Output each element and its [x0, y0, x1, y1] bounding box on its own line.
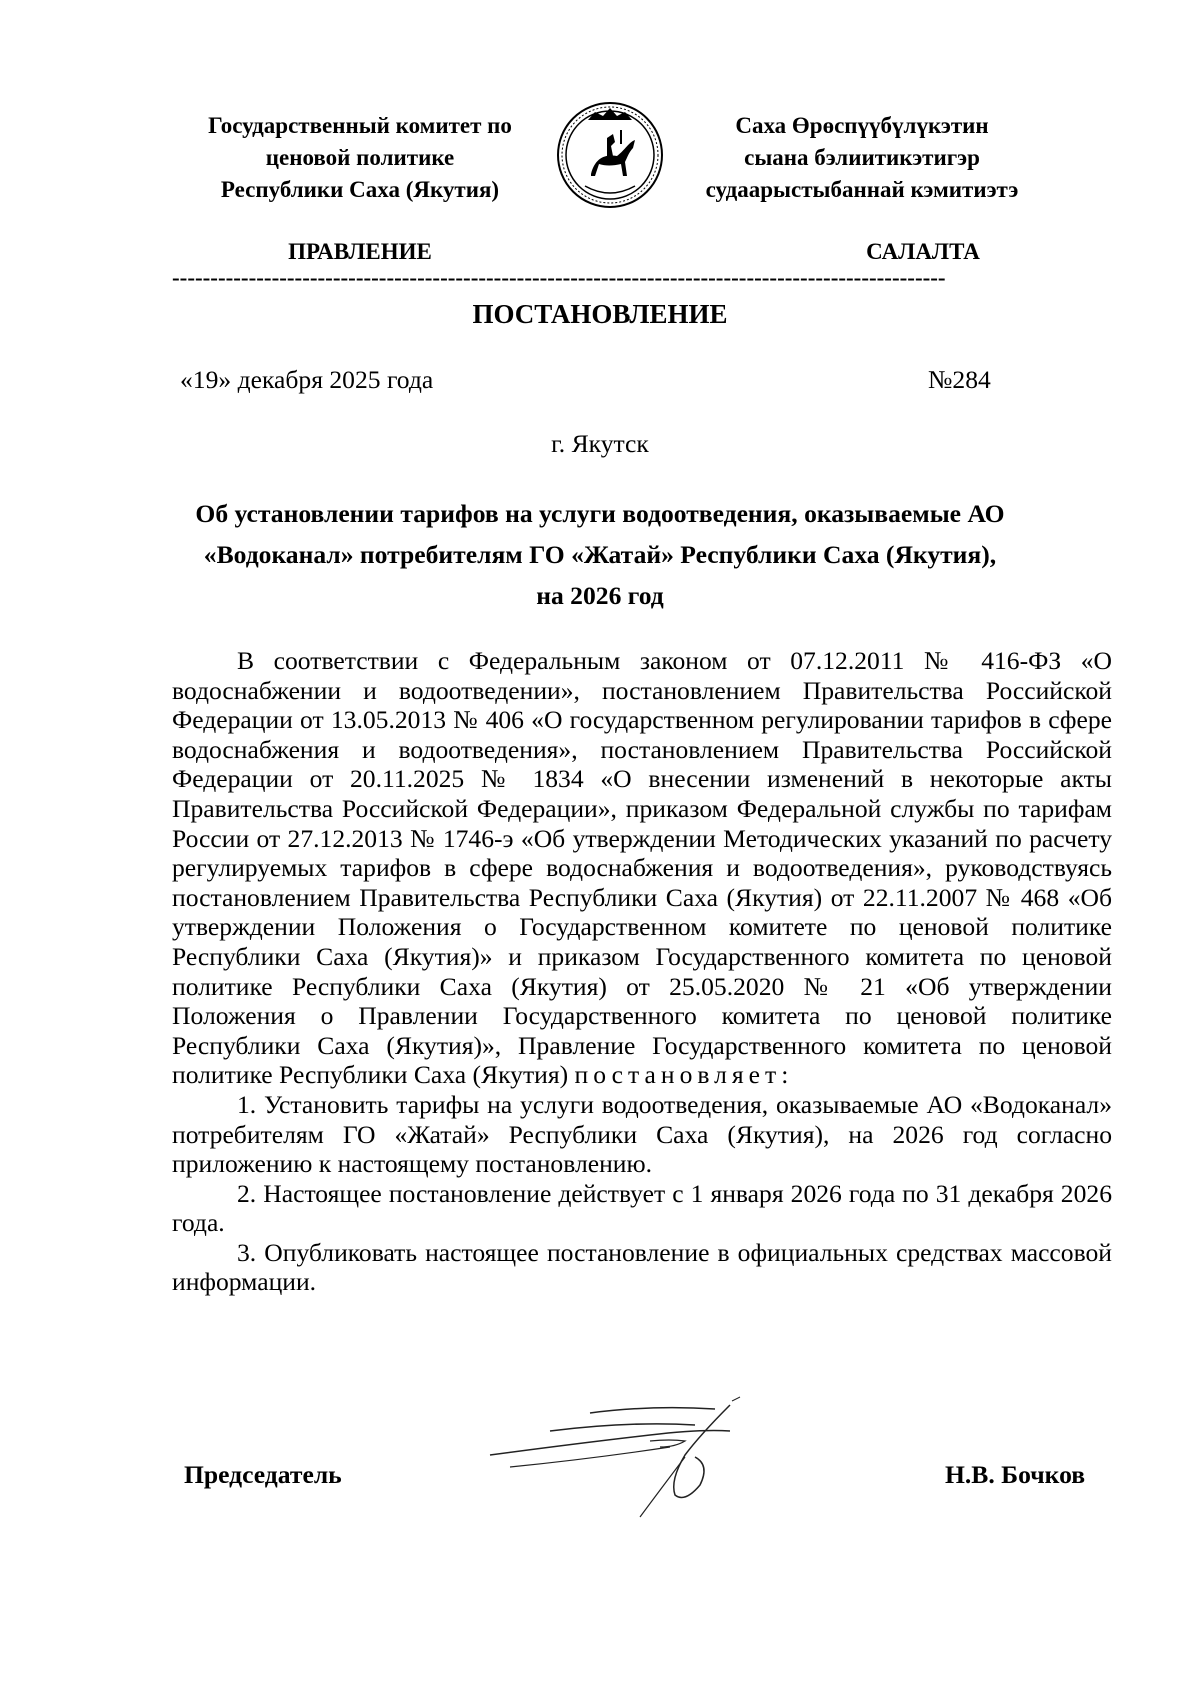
header-left-line: Республики Саха (Якутия): [220, 177, 500, 202]
header-right-line: Саха Өрөспүүбүлүкэтин: [735, 113, 989, 138]
header-left-org-name: [160, 110, 560, 206]
document-title-line: на 2026 год: [536, 581, 664, 610]
resolution-item-2: 2. Настоящее постановление действует с 1 января 2026 года по 31 декабря 2026 года.: [172, 1178, 1112, 1238]
document-number: №284: [928, 365, 991, 394]
document-city: г. Якутск: [551, 429, 649, 458]
header-right-line: сыана бэлиитикэтигэр: [744, 145, 980, 170]
header-left-line: ценовой политике: [265, 145, 455, 170]
coat-of-arms-icon: [555, 100, 665, 210]
signature-icon: [470, 1395, 780, 1525]
document-title-line: «Водоканал» потребителям ГО «Жатай» Республики Саха (Якутия),: [203, 540, 997, 569]
signature-position: Председатель: [184, 1460, 342, 1489]
resolution-item-3: 3. Опубликовать настоящее постановление в официальных средствах массовой информации.: [172, 1237, 1112, 1297]
resolution-item-1: 1. Установить тарифы на услуги водоотведения, оказываемые АО «Водоканал» потребителям ГО «Жатай» Республики Саха (Якутия), на 2026 год согласно приложению к настоящему постановлению.: [172, 1089, 1112, 1179]
signature-name: Н.В. Бочков: [945, 1460, 1086, 1489]
body-label-left: ПРАВЛЕНИЕ: [288, 239, 432, 264]
header-separator: -----------------------------------------------------------------------------------------------------: [172, 268, 946, 288]
header-right-line: судаарыстыбаннай кэмитиэтэ: [705, 177, 1019, 202]
resolves-word: постановляет:: [574, 1060, 794, 1090]
document-type: ПОСТАНОВЛЕНИЕ: [472, 299, 728, 329]
body-label-right: САЛАЛТА: [866, 239, 980, 264]
preamble-text: В соответствии с Федеральным законом от 07.12.2011 № 416-ФЗ «О водоснабжении и водоотведении», постановлением Правительства Российской Федерации от 13.05.2013 № 406 «О государственном регулировании тарифов в сфере водоснабжения и водоотведения», постановлением Правительства Российской Федерации от 20.11.2025 № 1834 «О внесении изменений в некоторые акты Правительства Российской Федерации», приказом Федеральной службы по тарифам России от 27.12.2013 № 1746-э «Об утверждении Методических указаний по расчету регулируемых тарифов в сфере водоснабжения и водоотведения», руководствуясь постановлением Правительства Республики Саха (Якутия) от 22.11.2007 № 468 «Об утверждении Положения о Государственном комитете по ценовой политике Республики Саха (Якутия)» и приказом Государственного комитета по ценовой политике Республики Саха (Якутия) от 25.05.2020 № 21 «Об утверждении Положения о Правлении Государственного комитета по ценовой политике Республики Саха (Якутия)», Правление Государственного комитета по ценовой политике Республики Саха (Якутия): [172, 646, 1112, 1090]
document-date: «19» декабря 2025 года: [180, 365, 434, 394]
document-body: [172, 646, 1112, 1297]
preamble-paragraph: [172, 646, 1112, 1090]
document-title: [120, 493, 1080, 616]
document-title-line: Об установлении тарифов на услуги водоотведения, оказываемые АО: [195, 499, 1005, 528]
header-left-line: Государственный комитет по: [208, 113, 512, 138]
header-right-org-name: [662, 110, 1062, 206]
